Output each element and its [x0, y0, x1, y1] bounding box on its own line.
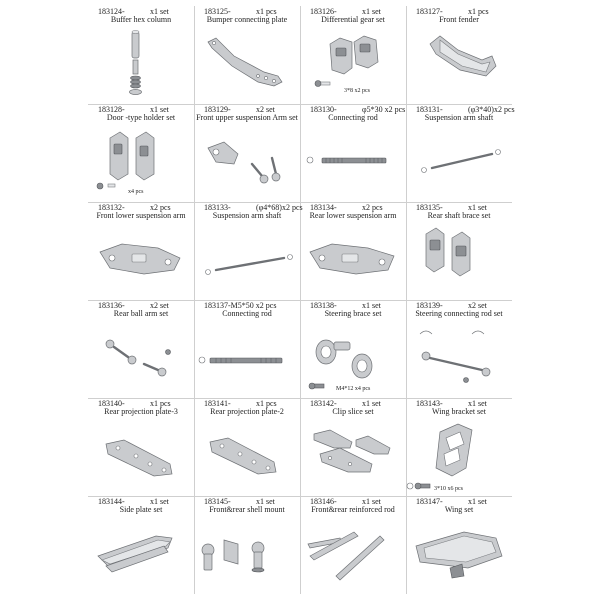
part-quantity: x1 set [468, 399, 487, 408]
part-code: 183145- [204, 497, 231, 506]
part-quantity: x1 set [362, 301, 381, 310]
rear-projection-plate-2-icon [194, 418, 300, 496]
part-quantity: x1 set [256, 497, 275, 506]
part-name: Wing set [444, 505, 474, 514]
front-upper-suspension-arm-icon [194, 124, 300, 202]
clip-slice-set-icon [300, 418, 406, 496]
part-quantity: x2 set [468, 301, 487, 310]
part-code: 183136- [98, 301, 125, 310]
part-name: Door -type holder set [106, 113, 176, 122]
part-name: Front lower suspension arm [96, 211, 186, 220]
connecting-rod-m5-icon [194, 320, 300, 398]
part-quantity: x1 pcs [468, 7, 489, 16]
part-quantity: (φ4*68)x2 pcs [256, 203, 303, 212]
part-name: Side plate set [119, 505, 163, 514]
part-cell [88, 104, 194, 202]
part-cell [194, 6, 300, 104]
suspension-arm-shaft-long-icon [194, 222, 300, 300]
part-quantity: x2 pcs [150, 203, 171, 212]
part-quantity: (φ3*40)x2 pcs [468, 105, 515, 114]
part-name: Suspension arm shaft [424, 113, 494, 122]
part-code: 183146- [310, 497, 337, 506]
part-cell [300, 496, 406, 594]
parts-sheet [88, 6, 515, 594]
part-name: Rear shaft brace set [427, 211, 491, 220]
part-quantity: x1 pcs [256, 7, 277, 16]
connecting-rod-icon [300, 124, 406, 202]
part-code: 183129- [204, 105, 231, 114]
part-name: Front fender [439, 15, 479, 24]
part-code: 183131- [416, 105, 443, 114]
part-name: Clip slice set [332, 407, 374, 416]
part-cell [194, 300, 300, 398]
part-quantity: x1 set [468, 203, 487, 212]
part-quantity: x1 set [362, 7, 381, 16]
part-code: 183134- [310, 203, 337, 212]
part-code: 183142- [310, 399, 337, 408]
part-code: 183143- [416, 399, 443, 408]
part-name: Wing bracket set [432, 407, 486, 416]
part-cell [194, 496, 300, 594]
part-name: Steering brace set [324, 309, 382, 318]
part-name: Rear lower suspension arm [309, 211, 397, 220]
part-code: 183126- [310, 7, 337, 16]
part-cell [194, 398, 300, 496]
part-quantity: x1 set [150, 7, 169, 16]
part-name: Rear ball arm set [113, 309, 169, 318]
reinforced-rod-icon [300, 516, 406, 594]
hardware-note: 3*10 x6 pcs [434, 486, 463, 492]
part-cell [406, 496, 512, 594]
part-code: 183133- [204, 203, 231, 212]
hardware-note: x4 pcs [128, 189, 144, 195]
part-name: Connecting rod [222, 309, 272, 318]
part-name: Connecting rod [328, 113, 378, 122]
part-name: Differential gear set [321, 15, 385, 24]
part-cell [406, 202, 512, 300]
rear-lower-suspension-arm-icon [300, 222, 406, 300]
part-cell [406, 300, 512, 398]
part-name: Front&rear shell mount [209, 505, 285, 514]
part-cell [88, 496, 194, 594]
part-code: 183140- [98, 399, 125, 408]
part-cell [300, 6, 406, 104]
part-code: 183127- [416, 7, 443, 16]
part-name: Suspension arm shaft [212, 211, 282, 220]
part-code: 183141- [204, 399, 231, 408]
wing-set-icon [406, 516, 512, 594]
part-quantity: x1 pcs [256, 399, 277, 408]
suspension-arm-shaft-icon [406, 124, 512, 202]
part-code: 183124- [98, 7, 125, 16]
shell-mount-icon [194, 516, 300, 594]
rear-shaft-brace-icon [406, 222, 512, 300]
part-code: 183132- [98, 203, 125, 212]
part-code: 183147- [416, 497, 443, 506]
part-code: 183128- [98, 105, 125, 114]
part-cell [88, 202, 194, 300]
part-code: 183135- [416, 203, 443, 212]
part-quantity: x2 set [150, 301, 169, 310]
part-cell [406, 398, 512, 496]
part-name: Rear projection plate-2 [210, 407, 284, 416]
steering-connecting-rod-icon [406, 320, 512, 398]
part-quantity: x1 set [362, 399, 381, 408]
hardware-note: 3*8 x2 pcs [344, 88, 370, 94]
part-quantity: φ5*30 x2 pcs [362, 105, 406, 114]
hardware-note: M4*12 x4 pcs [336, 386, 371, 392]
part-name: Buffer hex column [110, 15, 172, 24]
part-cell [300, 300, 406, 398]
wing-bracket-set-icon [406, 418, 512, 496]
part-cell [300, 104, 406, 202]
part-cell [406, 104, 515, 202]
part-quantity: x1 set [150, 105, 169, 114]
part-quantity: x2 set [256, 105, 275, 114]
front-lower-suspension-arm-icon [88, 222, 194, 300]
part-cell [194, 104, 300, 202]
part-cell [88, 398, 194, 496]
part-quantity: x1 set [150, 497, 169, 506]
part-name: Front&rear reinforced rod [311, 505, 395, 514]
part-quantity: x2 pcs [362, 203, 383, 212]
part-code: 183137-M5*50 x2 pcs [204, 301, 277, 310]
rear-ball-arm-icon [88, 320, 194, 398]
part-name: Rear projection plate-3 [104, 407, 178, 416]
part-cell [88, 300, 194, 398]
bumper-connecting-plate-icon [194, 26, 300, 104]
buffer-hex-column-icon [88, 26, 194, 104]
part-cell [300, 202, 406, 300]
side-plate-set-icon [88, 516, 194, 594]
part-name: Bumper connecting plate [206, 15, 288, 24]
part-quantity: x1 set [362, 497, 381, 506]
part-code: 183144- [98, 497, 125, 506]
part-quantity: x1 pcs [150, 399, 171, 408]
part-code: 183138- [310, 301, 337, 310]
part-code: 183139- [416, 301, 443, 310]
part-cell [406, 6, 512, 104]
part-name: Front upper suspension Arm set [196, 113, 298, 122]
part-quantity: x1 set [468, 497, 487, 506]
part-name: Steering connecting rod set [415, 309, 503, 318]
part-cell [194, 202, 303, 300]
part-code: 183125- [204, 7, 231, 16]
part-code: 183130- [310, 105, 337, 114]
front-fender-icon [406, 26, 512, 104]
part-cell [88, 6, 194, 104]
part-cell [300, 398, 406, 496]
rear-projection-plate-3-icon [88, 418, 194, 496]
